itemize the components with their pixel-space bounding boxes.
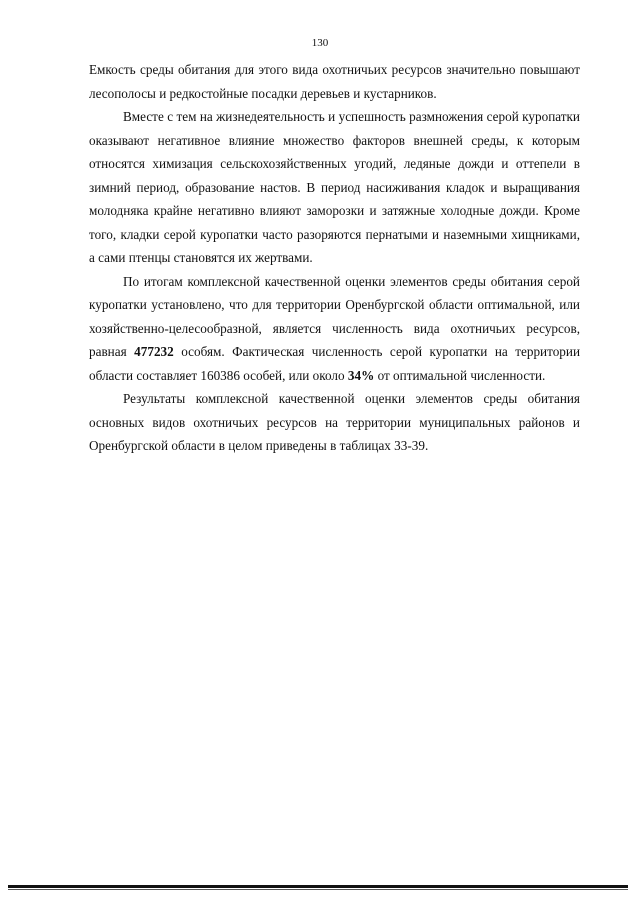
assessment-text-start: По итогам комплексной качественной оценки элементов среды обитания серой куропатки установлено, что для территории Оренбургской области оптимальной, или хозяйственно-целесообразной, является численность вида охотничьих ресурсов, равная: [89, 273, 580, 359]
population-percent: 34%: [347, 367, 375, 383]
page-number: 130: [311, 37, 329, 49]
assessment-text-middle: особям. Фактическая численность серой куропатки на территории области составляет 160386 особей, или около: [89, 344, 581, 383]
assessment-text-end: от оптимальной численности.: [374, 367, 546, 383]
paragraph-negative-factors: Вместе с тем на жизнедеятельность и успешность размножения серой куропатки оказывают негативное влияние множество факторов внешней среды, к которым относятся химизация сельскохозяйственных угодий, ледяные дожди и оттепели в зимний период, образование настов. В период насиживания кладок и выращивания молодняка крайне негативно влияют заморозки и затяжные холодные дожди. Кроме того, кладки серой куропатки часто разоряются пернатыми и наземными хищниками, а сами птенцы становятся их жертвами.: [89, 109, 580, 265]
footer-rule-shadow: [8, 889, 628, 890]
optimal-population-number: 477232: [134, 344, 174, 359]
paragraph-population-assessment: [89, 270, 580, 388]
paragraph-habitat-capacity: Емкость среды обитания для этого вида охотничьих ресурсов значительно повышают лесополосы и редкостойные посадки деревьев и кустарников.: [89, 62, 580, 101]
paragraph-results-tables: Результаты комплексной качественной оценки элементов среды обитания основных видов охотничьих ресурсов на территории муниципальных районов и Оренбургской области в целом приведены в таблицах 33-39.: [89, 391, 580, 453]
footer-rule: [8, 885, 628, 888]
document-body: [89, 58, 580, 458]
